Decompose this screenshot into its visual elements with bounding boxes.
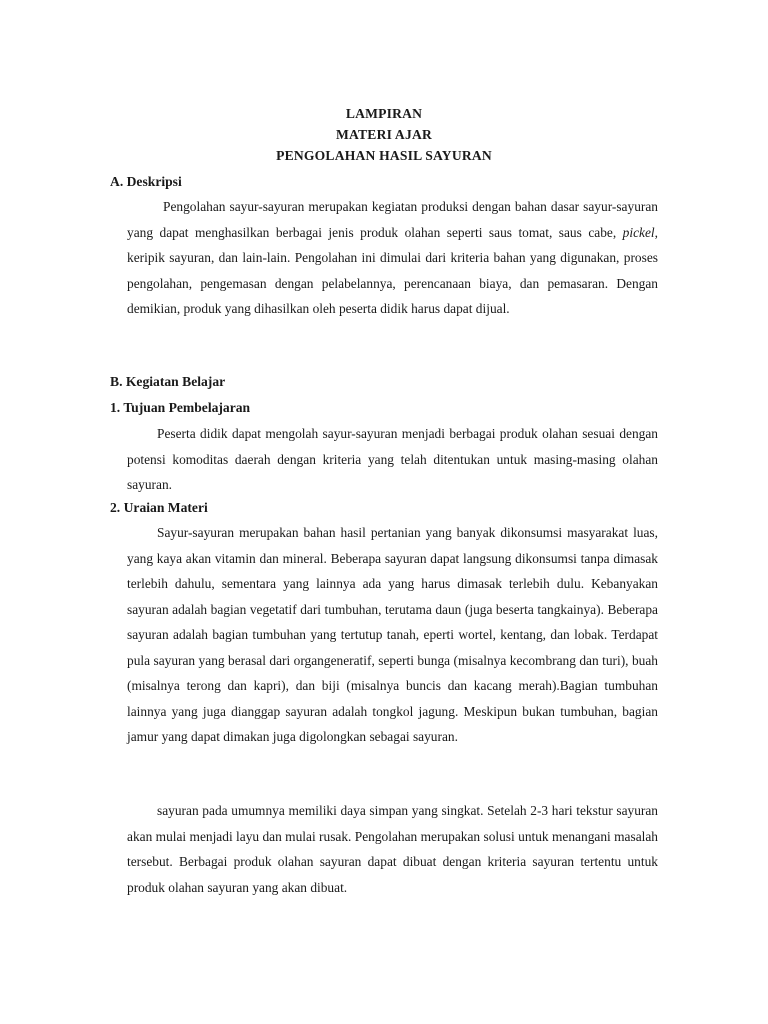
paragraph-uraian-1: Sayur-sayuran merupakan bahan hasil pertanian yang banyak dikonsumsi masyarakat luas, yang kaya akan vitamin dan mineral. Beberapa sayuran dapat langsung dikonsumsi tanpa dimasak terlebih dahulu, sementara yang lainnya ada yang harus dimasak terlebih dulu. Kebanyakan sayuran adalah bagian vegetatif dari tumbuhan, terutama daun (juga beserta tangkainya). Beberapa sayuran adalah bagian tumbuhan yang tertutup tanah, eperti wortel, kentang, dan lobak. Terdapat pula sayuran yang berasal dari organgeneratif, seperti bunga (misalnya kecombrang dan turi), buah (misalnya terong dan kapri), dan biji (misalnya buncis dan kacang merah).Bagian tumbuhan lainnya yang juga dianggap sayuran adalah tongkol jagung. Meskipun bukan tumbuhan, bagian jamur yang dapat dimakan juga digolongkan sebagai sayuran.	[127, 525, 658, 744]
heading-tujuan-pembelajaran: 1. Tujuan Pembelajaran	[110, 400, 251, 415]
paragraph-tujuan: Peserta didik dapat mengolah sayur-sayuran menjadi berbagai produk olahan sesuai dengan potensi komoditas daerah dengan kriteria yang telah ditentukan untuk masing-masing olahan sayuran.	[127, 426, 658, 492]
deskripsi-text-part1: Pengolahan sayur-sayuran merupakan kegiatan produksi dengan bahan dasar sayur-sayuran yang dapat menghasilkan berbagai jenis produk olahan seperti saus tomat, saus cabe,	[127, 199, 658, 240]
paragraph-deskripsi	[127, 194, 658, 322]
deskripsi-italic-word: pickel	[622, 224, 655, 240]
deskripsi-text-part2: , keripik sayuran, dan lain-lain. Pengolahan ini dimulai dari kriteria bahan yang digunakan, proses pengolahan, pengemasan dengan pelabelannya, perencanaan biaya, dan pemasaran. Dengan demikian, produk yang dihasilkan oleh peserta didik harus dapat dijual.	[127, 224, 658, 316]
title-lampiran: LAMPIRAN	[345, 106, 423, 121]
title-block	[0, 103, 768, 166]
title-pengolahan: PENGOLAHAN HASIL SAYURAN	[276, 148, 492, 163]
paragraph-uraian-2: sayuran pada umumnya memiliki daya simpan yang singkat. Setelah 2-3 hari tekstur sayuran akan mulai menjadi layu dan mulai rusak. Pengolahan merupakan solusi untuk menangani masalah tersebut. Berbagai produk olahan sayuran dapat dibuat dengan kriteria sayuran tertentu untuk produk olahan sayuran yang akan dibuat.	[127, 803, 658, 895]
heading-deskripsi: A. Deskripsi	[110, 174, 182, 189]
heading-uraian-materi: 2. Uraian Materi	[110, 500, 208, 515]
heading-kegiatan-belajar: B. Kegiatan Belajar	[110, 374, 226, 389]
title-materi-ajar: MATERI AJAR	[336, 127, 432, 142]
